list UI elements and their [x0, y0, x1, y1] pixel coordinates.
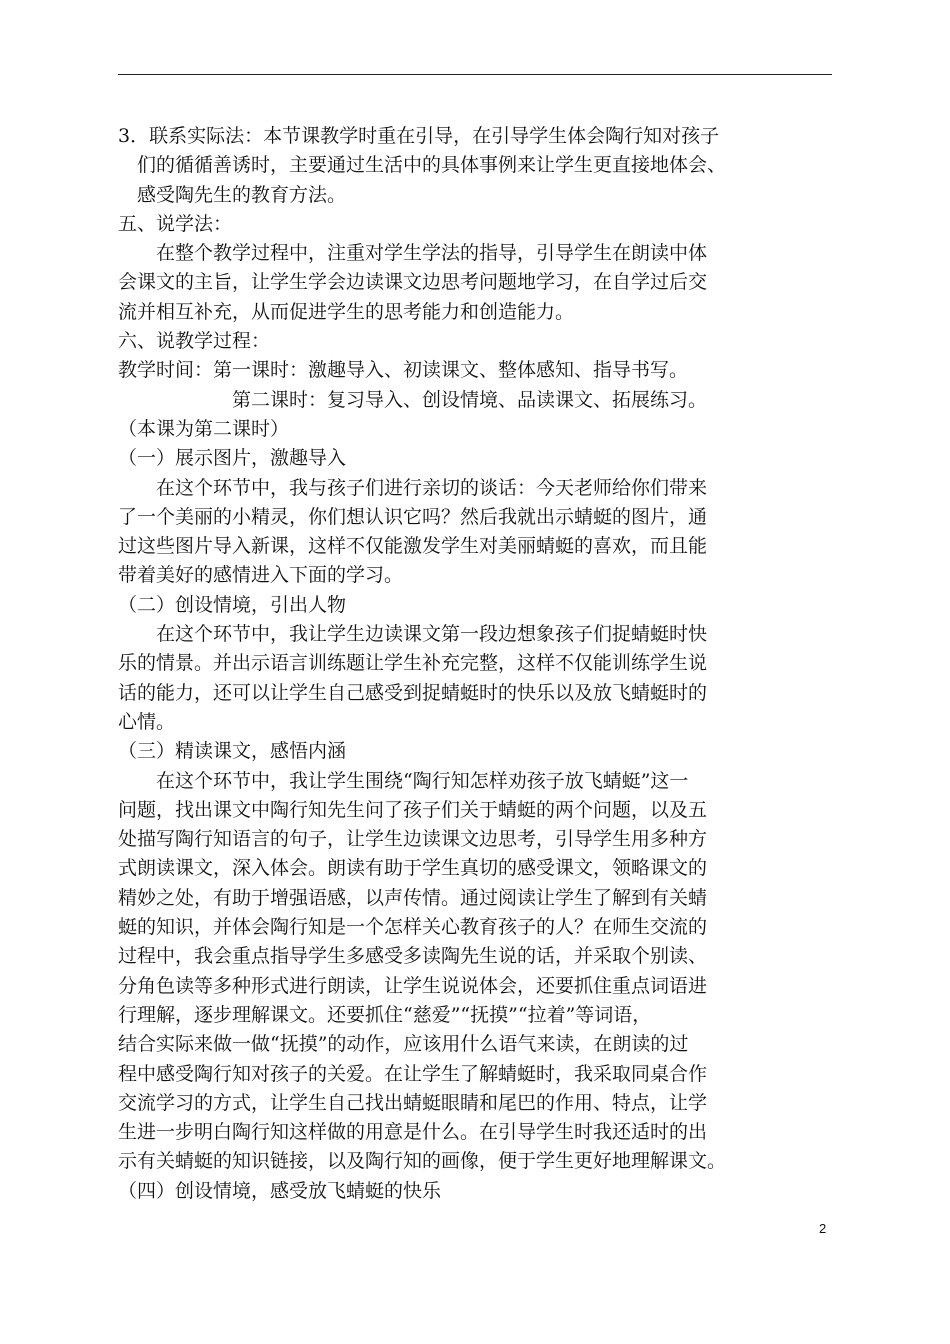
- text-line: 示有关蜻蜓的知识链接，以及陶行知的画像，便于学生更好地理解课文。: [118, 1150, 727, 1173]
- text-line: （本课为第二课时）: [118, 417, 290, 440]
- text-line: 问题，找出课文中陶行知先生问了孩子们关于蜻蜓的两个问题，以及五: [118, 798, 708, 821]
- text-line: 第二课时：复习导入、创设情境、品读课文、拓展练习。: [232, 388, 708, 411]
- text-line: 式朗读课文，深入体会。朗读有助于学生真切的感受课文，领略课文的: [118, 857, 708, 880]
- text-line: （二）创设情境，引出人物: [118, 593, 347, 616]
- text-line: 流并相互补充，从而促进学生的思考能力和创造能力。: [118, 300, 575, 323]
- text-line: 会课文的主旨，让学生学会边读课文边思考问题地学习，在自学过后交: [118, 271, 708, 294]
- document-body: [118, 122, 838, 1206]
- text-line: 在这个环节中，我让学生边读课文第一段边想象孩子们捉蜻蜓时快: [156, 623, 708, 646]
- text-line: 分角色读等多种形式进行朗读，让学生说说体会，还要抓住重点词语进: [118, 974, 708, 997]
- text-line: 精妙之处，有助于增强语感，以声传情。通过阅读让学生了解到有关蜻: [118, 886, 708, 909]
- text-line: 教学时间：第一课时：激趣导入、初读课文、整体感知、指导书写。: [118, 359, 689, 382]
- text-line: 在整个教学过程中，注重对学生学法的指导，引导学生在朗读中体: [156, 242, 708, 265]
- text-line: 生进一步明白陶行知这样做的用意是什么。在引导学生时我还适时的出: [118, 1121, 708, 1144]
- text-line: （四）创设情境，感受放飞蜻蜓的快乐: [118, 1179, 442, 1202]
- header-rule: [118, 74, 832, 75]
- text-line: （三）精读课文，感悟内涵: [118, 740, 347, 763]
- text-line: 带着美好的感情进入下面的学习。: [118, 564, 404, 587]
- text-line: 六、说教学过程：: [118, 330, 271, 353]
- text-line: 过程中，我会重点指导学生多感受多读陶先生说的话，并采取个别读、: [118, 945, 708, 968]
- text-line: （一）展示图片，激趣导入: [118, 447, 347, 470]
- text-line: 交流学习的方式，让学生自己找出蜻蜓眼睛和尾巴的作用、特点，让学: [118, 1091, 708, 1114]
- text-line: 五、说学法：: [118, 212, 233, 235]
- text-line: 心情。: [118, 710, 176, 733]
- text-line: 们的循循善诱时，主要通过生活中的具体事例来让学生更直接地体会、: [137, 154, 727, 177]
- text-line: 乐的情景。并出示语言训练题让学生补充完整，这样不仅能训练学生说: [118, 652, 708, 675]
- text-line: 程中感受陶行知对孩子的关爱。在让学生了解蜻蜓时，我采取同桌合作: [118, 1062, 708, 1085]
- text-line: 了一个美丽的小精灵，你们想认识它吗？然后我就出示蜻蜓的图片，通: [118, 505, 708, 528]
- text-line: 感受陶先生的教育方法。: [137, 183, 347, 206]
- text-line: 蜓的知识，并体会陶行知是一个怎样关心教育孩子的人？在师生交流的: [118, 916, 708, 939]
- text-line: 过这些图片导入新课，这样不仅能激发学生对美丽蜻蜓的喜欢，而且能: [118, 535, 708, 558]
- text-line: 结合实际来做一做“抚摸”的动作，应该用什么语气来读，在朗读的过: [118, 1033, 689, 1056]
- text-line: 在这个环节中，我与孩子们进行亲切的谈话：今天老师给你们带来: [156, 476, 708, 499]
- text-line: 在这个环节中，我让学生围绕“陶行知怎样劝孩子放飞蜻蜓”这一: [156, 769, 689, 792]
- text-line: 行理解，逐步理解课文。还要抓住“慈爱”“抚摸”“拉着”等词语，: [118, 1003, 652, 1026]
- text-line: 3．联系实际法：本节课教学时重在引导，在引导学生体会陶行知对孩子: [118, 125, 720, 147]
- text-line: 处描写陶行知语言的句子，让学生边读课文边思考，引导学生用多种方: [118, 828, 708, 851]
- text-line: 话的能力，还可以让学生自己感受到捉蜻蜓时的快乐以及放飞蜻蜓时的: [118, 681, 708, 704]
- page-number: 2: [819, 1221, 827, 1236]
